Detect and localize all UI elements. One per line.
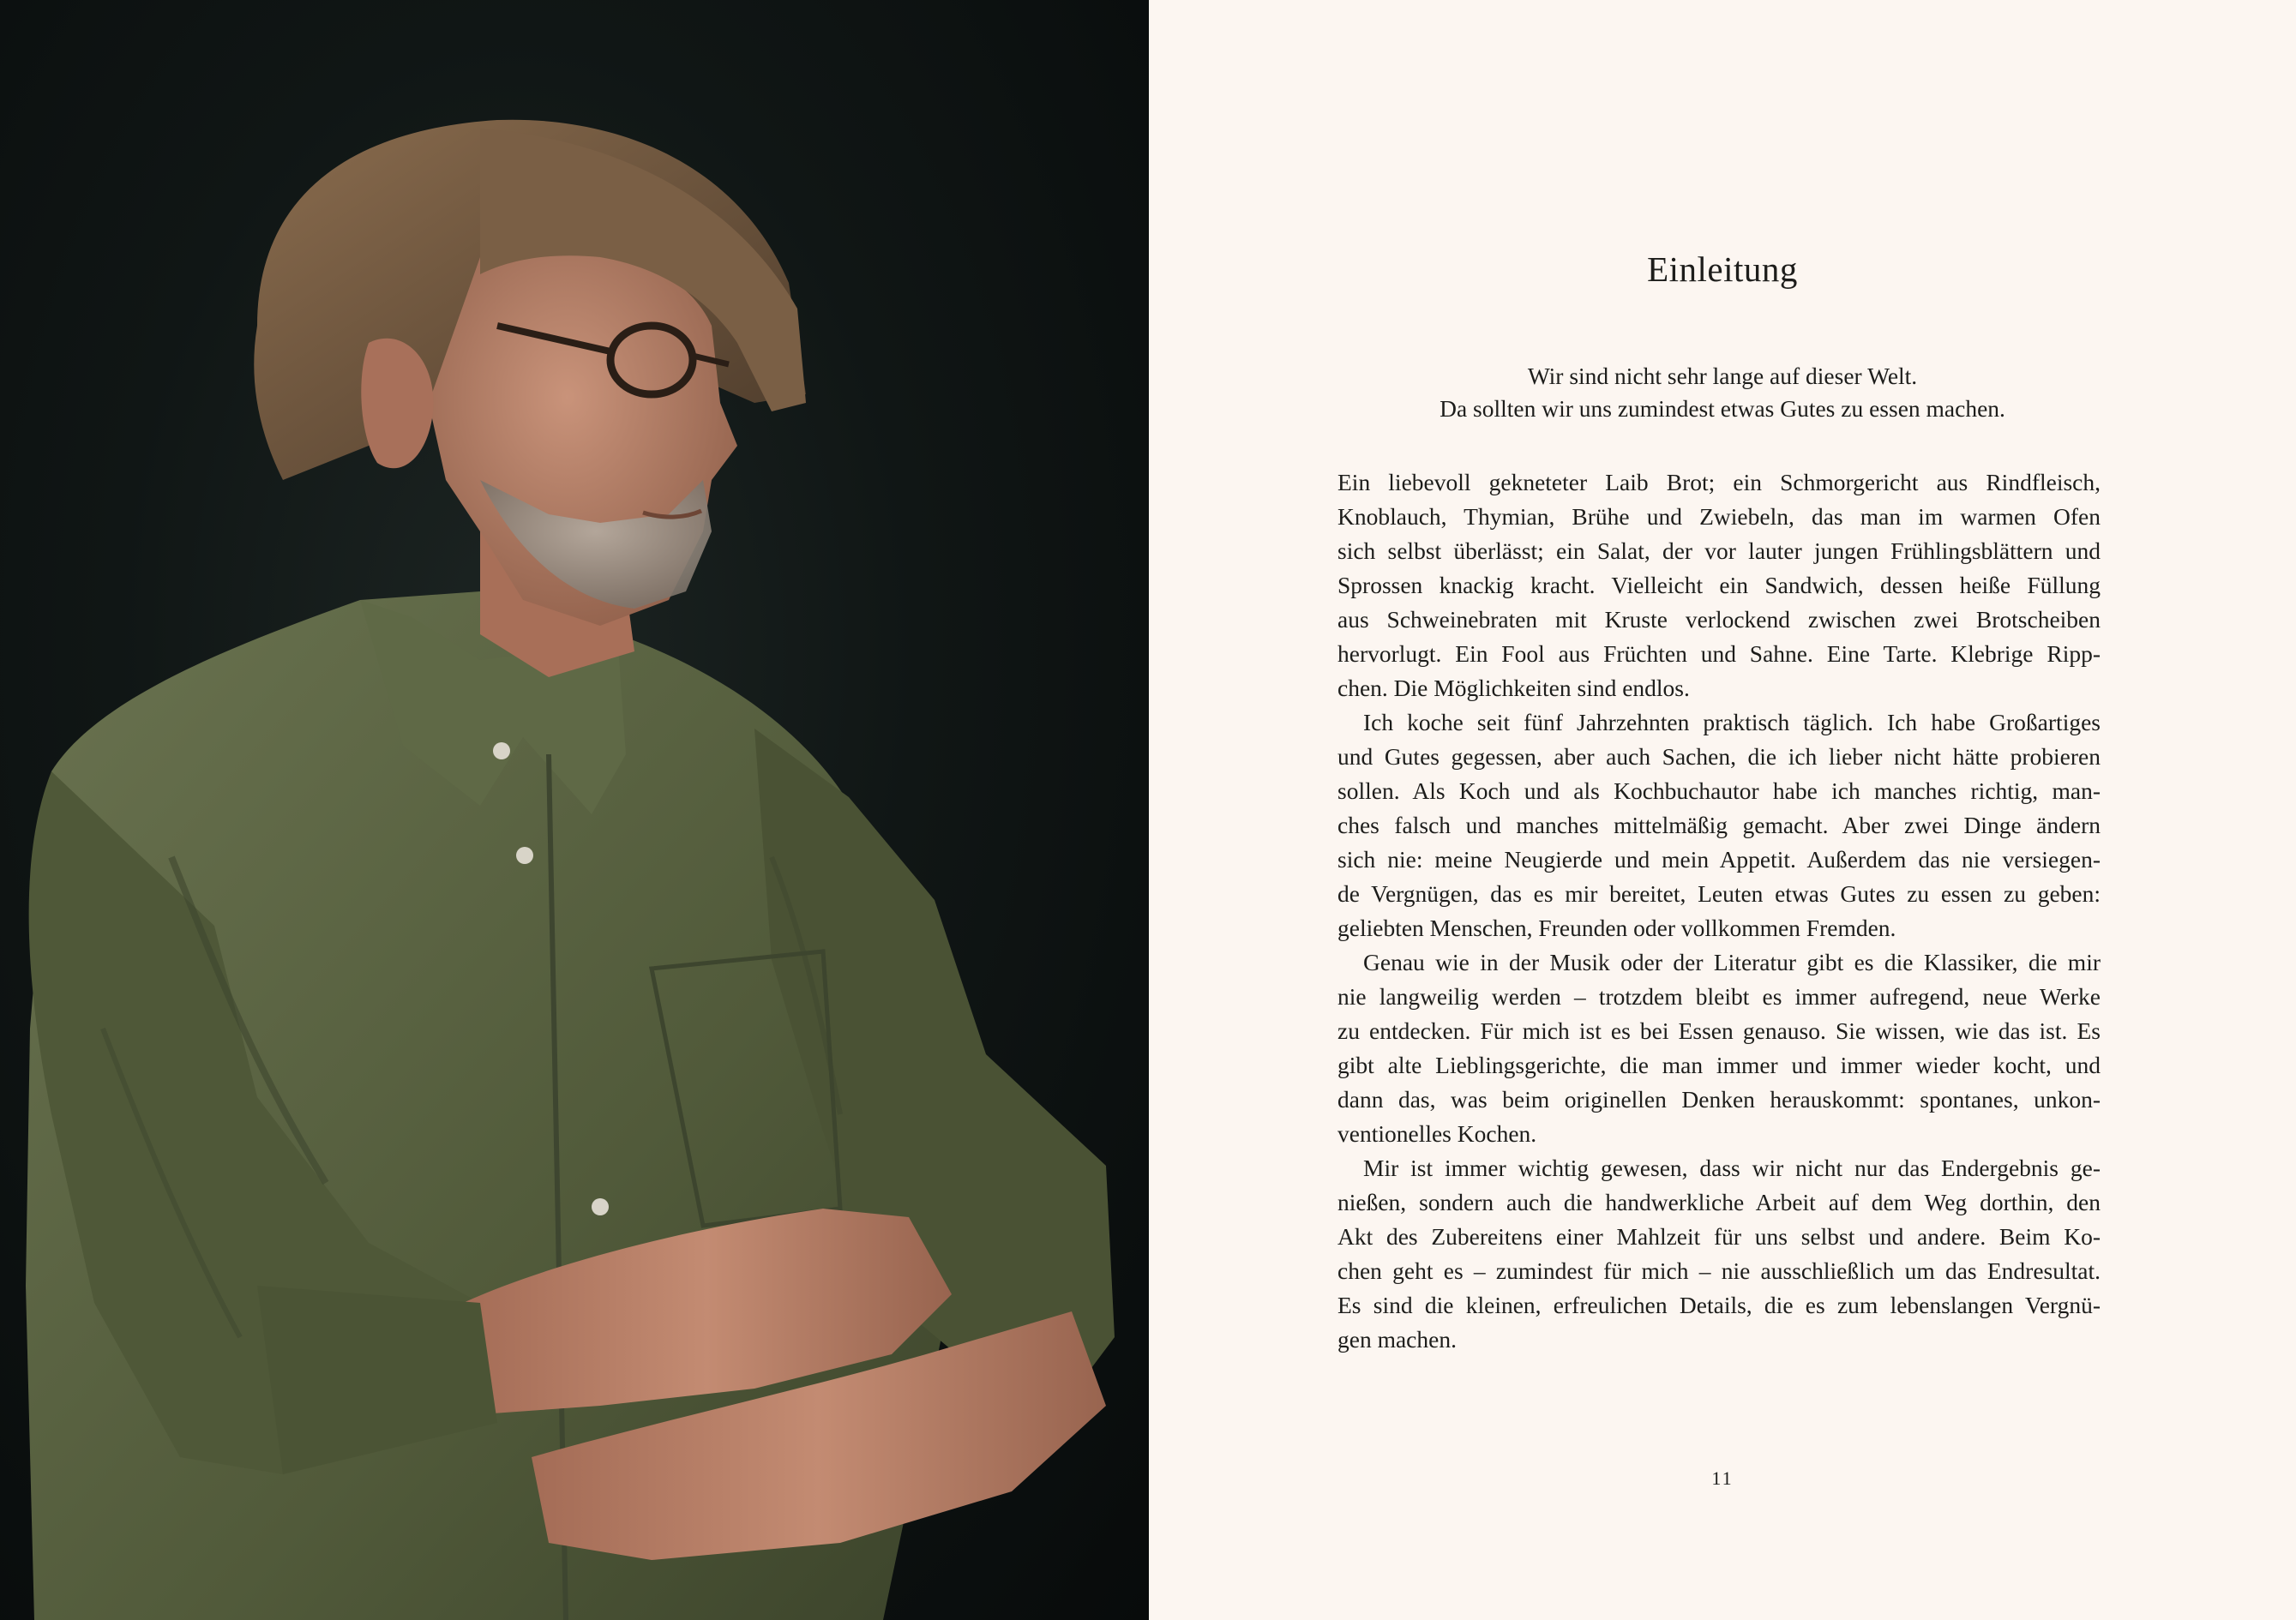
body-line: zu entdecken. Für mich ist es bei Essen genauso. Sie wissen, wie das ist. Es [1337,1017,2101,1044]
text-page [1149,0,2296,1620]
body-line: Ein liebevoll gekneteter Laib Brot; ein Schmorgericht aus Rindfleisch, [1337,469,2101,495]
body-line: Sprossen knackig kracht. Vielleicht ein Sandwich, dessen heiße Füllung [1337,572,2101,598]
page-number: 11 [1711,1467,1734,1489]
body-line: Es sind die kleinen, erfreulichen Details, die es zum lebenslangen Vergnü- [1337,1292,2101,1318]
body-line: chen. Die Möglichkeiten sind endlos. [1337,675,1690,701]
body-line: Ich koche seit fünf Jahrzehnten praktisch täglich. Ich habe Großartiges [1363,709,2101,735]
body-line: ventionelles Kochen. [1337,1120,1537,1147]
chapter-title: Einleitung [1647,249,1798,289]
body-line: Genau wie in der Musik oder der Literatur gibt es die Klassiker, die mir [1363,949,2101,975]
body-line: sich selbst überlässt; ein Salat, der vor lauter jungen Frühlingsblättern und [1337,537,2101,564]
body-line: geliebten Menschen, Freunden oder vollkommen Fremden. [1337,915,1896,941]
body-line: hervorlugt. Ein Fool aus Früchten und Sahne. Eine Tarte. Klebrige Ripp- [1337,640,2101,667]
body-line: gen machen. [1337,1326,1457,1353]
body-line: nie langweilig werden – trotzdem bleibt es immer aufregend, neue Werke [1337,983,2101,1010]
epigraph-line: Wir sind nicht sehr lange auf dieser Welt. [1527,363,1918,389]
epigraph-line: Da sollten wir uns zumindest etwas Gutes zu essen machen. [1440,395,2005,422]
body-line: nießen, sondern auch die handwerkliche Arbeit auf dem Weg dorthin, den [1337,1189,2101,1215]
body-line: chen geht es – zumindest für mich – nie ausschließlich um das Endresultat. [1337,1257,2101,1284]
body-line: aus Schweinebraten mit Kruste verlockend zwischen zwei Brotscheiben [1337,606,2101,633]
body-line: Akt des Zubereitens einer Mahlzeit für uns selbst und andere. Beim Ko- [1337,1223,2101,1250]
body-line: Mir ist immer wichtig gewesen, dass wir nicht nur das Endergebnis ge- [1363,1155,2101,1181]
body-line: ches falsch und manches mittelmäßig gemacht. Aber zwei Dinge ändern [1337,812,2101,838]
body-text [1337,465,2101,1357]
body-line: sich nie: meine Neugierde und mein Appetit. Außerdem das nie versiegen- [1337,846,2101,873]
body-line: und Gutes gegessen, aber auch Sachen, die ich lieber nicht hätte probieren [1337,743,2101,770]
body-line: dann das, was beim originellen Denken herauskommt: spontanes, unkon- [1337,1086,2101,1113]
epigraph [1149,360,2296,425]
body-line: Knoblauch, Thymian, Brühe und Zwiebeln, das man im warmen Ofen [1337,503,2101,530]
body-line: de Vergnügen, das es mir bereitet, Leuten etwas Gutes zu essen zu geben: [1337,880,2101,907]
body-line: gibt alte Lieblingsgerichte, die man immer und immer wieder kocht, und [1337,1052,2101,1078]
body-line: sollen. Als Koch und als Kochbuchautor habe ich manches richtig, man- [1337,777,2101,804]
